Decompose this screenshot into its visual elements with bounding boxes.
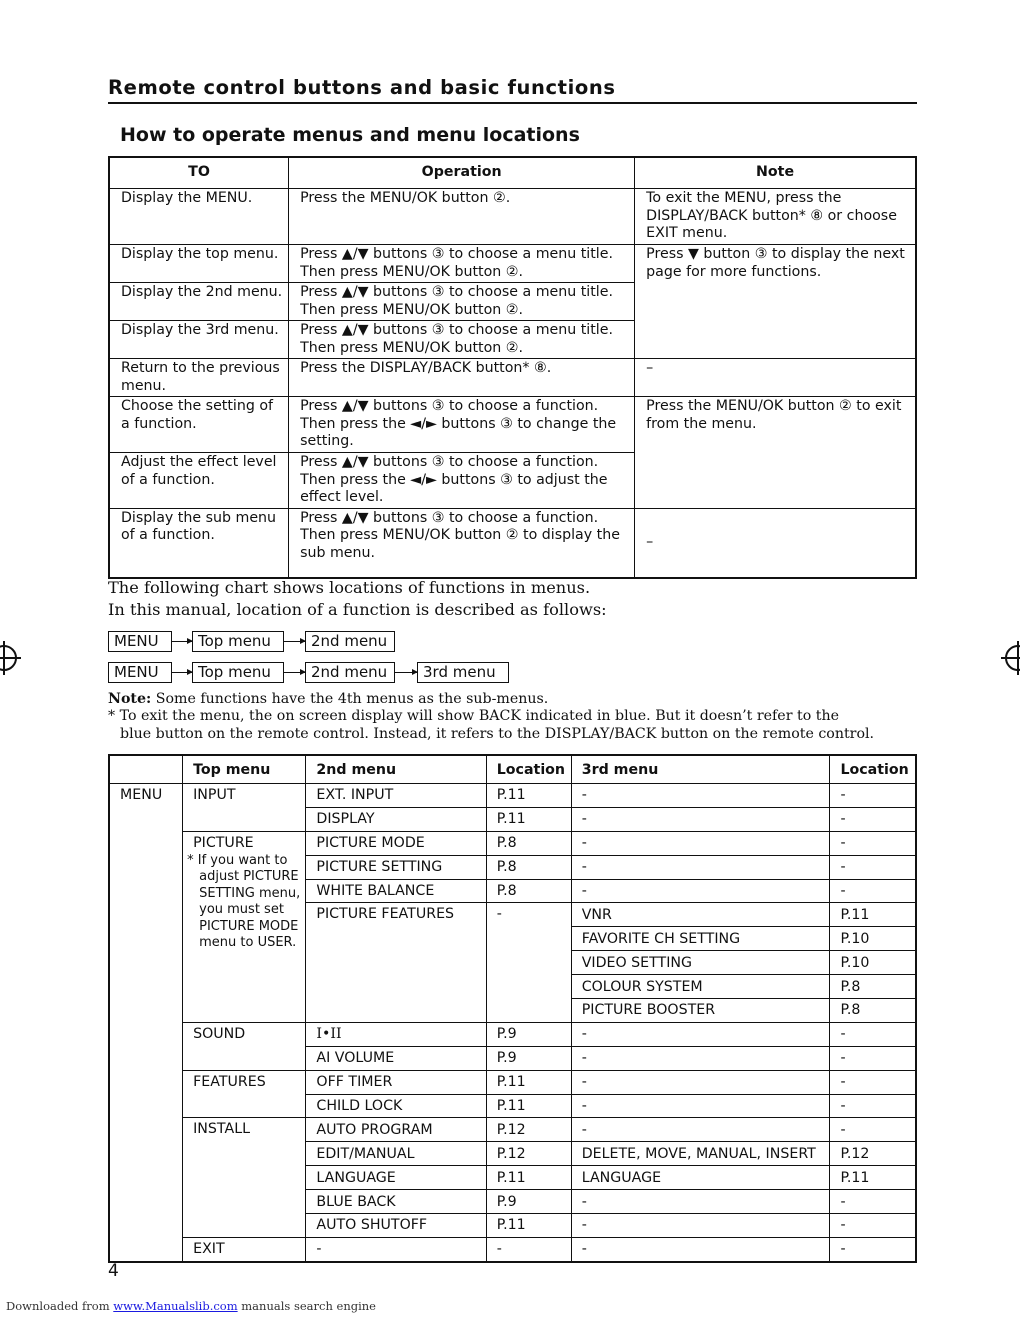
path-box-3rd-menu: 3rd menu <box>417 662 509 683</box>
third-menu-cell: VIDEO SETTING <box>571 951 830 975</box>
location-cell: - <box>830 1237 916 1261</box>
location-cell: P.12 <box>486 1142 571 1166</box>
location-cell: P.12 <box>486 1118 571 1142</box>
asterisk-note-1: * To exit the menu, the on screen display will show BACK indicated in blue. But it doesn’t refer to the <box>108 708 839 724</box>
note-cell: Press ▼ button ③ to display the next page for more functions. <box>635 245 916 359</box>
note-cell: – <box>635 359 916 397</box>
table-row <box>109 831 916 855</box>
location-cell: P.10 <box>830 927 916 951</box>
title-rule <box>108 102 917 104</box>
location-cell: - <box>830 1070 916 1094</box>
operation-cell: Press ▲/▼ buttons ③ to choose a menu title. Then press MENU/OK button ②. <box>289 283 635 321</box>
third-menu-cell: PICTURE BOOSTER <box>571 999 830 1023</box>
picture-note-line-1: * If you want to <box>187 852 288 868</box>
operation-cell: Press ▲/▼ buttons ③ to choose a menu title. Then press MENU/OK button ②. <box>289 245 635 283</box>
to-cell: Display the 3rd menu. <box>109 321 289 359</box>
column-header: TO <box>109 157 289 189</box>
location-cell: - <box>830 1190 916 1214</box>
location-cell: P.11 <box>486 1214 571 1238</box>
second-menu-cell: I•II <box>306 1022 486 1046</box>
location-cell: P.9 <box>486 1190 571 1214</box>
column-header: 3rd menu <box>571 755 830 784</box>
location-cell: P.8 <box>486 831 571 855</box>
path-box-menu: MENU <box>108 631 172 652</box>
third-menu-cell: - <box>571 879 830 903</box>
path-box-menu: MENU <box>108 662 172 683</box>
arrow-right-icon <box>171 641 192 642</box>
second-menu-cell: AUTO SHUTOFF <box>306 1214 486 1238</box>
third-menu-cell: VNR <box>571 903 830 927</box>
operations-table <box>108 156 917 579</box>
location-cell: - <box>830 855 916 879</box>
second-menu-cell: BLUE BACK <box>306 1190 486 1214</box>
location-cell: P.11 <box>486 1094 571 1118</box>
to-cell: Adjust the effect level of a function. <box>109 453 289 509</box>
column-header: Location <box>830 755 916 784</box>
third-menu-cell: - <box>571 1070 830 1094</box>
path-box-top-menu: Top menu <box>192 631 284 652</box>
location-cell: P.11 <box>830 903 916 927</box>
top-menu-picture <box>183 831 306 1022</box>
note-cell: To exit the MENU, press the DISPLAY/BACK button* ⑧ or choose EXIT menu. <box>635 189 916 245</box>
table-row <box>109 189 916 245</box>
second-menu-cell: - <box>306 1237 486 1261</box>
intro-line-2: In this manual, location of a function is described as follows: <box>108 600 607 619</box>
location-cell: - <box>830 1118 916 1142</box>
location-cell: - <box>830 807 916 831</box>
location-cell: - <box>830 784 916 808</box>
root-menu-cell: MENU <box>109 784 183 1262</box>
path-box-2nd-menu: 2nd menu <box>305 662 395 683</box>
subsection-title: How to operate menus and menu locations <box>120 124 580 146</box>
second-menu-cell: EXT. INPUT <box>306 784 486 808</box>
column-header: 2nd menu <box>306 755 486 784</box>
table-row <box>109 1070 916 1094</box>
second-menu-cell: PICTURE SETTING <box>306 855 486 879</box>
location-cell: P.8 <box>830 999 916 1023</box>
to-cell: Display the 2nd menu. <box>109 283 289 321</box>
footer <box>6 1299 376 1313</box>
third-menu-cell: - <box>571 807 830 831</box>
location-cell: P.11 <box>486 1070 571 1094</box>
operation-cell: Press ▲/▼ buttons ③ to choose a menu title. Then press MENU/OK button ②. <box>289 321 635 359</box>
operation-cell: Press the DISPLAY/BACK button* ⑧. <box>289 359 635 397</box>
to-cell: Return to the previous menu. <box>109 359 289 397</box>
location-cell: P.12 <box>830 1142 916 1166</box>
asterisk-note-2: blue button on the remote control. Instead, it refers to the DISPLAY/BACK button on the remote control. <box>120 726 875 742</box>
manualslib-link[interactable]: www.Manualslib.com <box>113 1299 238 1313</box>
path-box-top-menu: Top menu <box>192 662 284 683</box>
operation-cell: Press the MENU/OK button ②. <box>289 189 635 245</box>
menu-path-example-1 <box>108 631 408 652</box>
location-cell: - <box>830 1214 916 1238</box>
second-menu-cell: OFF TIMER <box>306 1070 486 1094</box>
operation-cell: Press ▲/▼ buttons ③ to choose a function. Then press the ◄/► buttons ③ to adjust the effect level. <box>289 453 635 509</box>
location-cell: P.8 <box>830 975 916 999</box>
third-menu-cell: - <box>571 1118 830 1142</box>
top-menu-sound: SOUND <box>183 1022 306 1070</box>
to-cell: Display the sub menu of a function. <box>109 508 289 578</box>
top-menu-install: INSTALL <box>183 1118 306 1237</box>
second-menu-cell: PICTURE FEATURES <box>306 903 486 1022</box>
operation-cell: Press ▲/▼ buttons ③ to choose a function. Then press MENU/OK button ② to display the sub menu. <box>289 508 635 578</box>
top-menu-features: FEATURES <box>183 1070 306 1118</box>
third-menu-cell: - <box>571 1190 830 1214</box>
table-header-row <box>109 157 916 189</box>
arrow-right-icon <box>171 672 192 673</box>
location-cell: P.9 <box>486 1046 571 1070</box>
menu-path-example-2 <box>108 662 518 683</box>
third-menu-cell: - <box>571 855 830 879</box>
intro-line-1: The following chart shows locations of functions in menus. <box>108 578 591 597</box>
column-header: Location <box>486 755 571 784</box>
location-cell: P.11 <box>830 1166 916 1190</box>
operation-cell: Press ▲/▼ buttons ③ to choose a function. Then press the ◄/► buttons ③ to change the setting. <box>289 397 635 453</box>
column-header: Top menu <box>183 755 306 784</box>
table-row <box>109 359 916 397</box>
table-row <box>109 784 916 808</box>
top-menu-picture-label: PICTURE <box>193 834 254 851</box>
table-row <box>109 1118 916 1142</box>
registration-mark-right <box>1005 645 1020 671</box>
page-number: 4 <box>108 1261 119 1281</box>
table-header-row <box>109 755 916 784</box>
third-menu-cell: - <box>571 1214 830 1238</box>
location-cell: - <box>486 1237 571 1261</box>
second-menu-cell: EDIT/MANUAL <box>306 1142 486 1166</box>
menu-location-table <box>108 754 917 1263</box>
third-menu-cell: DELETE, MOVE, MANUAL, INSERT <box>571 1142 830 1166</box>
column-header: Operation <box>289 157 635 189</box>
location-cell: P.11 <box>486 784 571 808</box>
top-menu-exit: EXIT <box>183 1237 306 1261</box>
second-menu-cell: PICTURE MODE <box>306 831 486 855</box>
location-cell: - <box>486 903 571 1022</box>
note-line <box>108 691 548 708</box>
picture-note: adjust PICTURE SETTING menu, you must set PICTURE MODE menu to USER. <box>199 869 301 951</box>
location-cell: P.11 <box>486 807 571 831</box>
table-row <box>109 1237 916 1261</box>
to-cell: Display the MENU. <box>109 189 289 245</box>
to-cell: Choose the setting of a function. <box>109 397 289 453</box>
second-menu-cell: LANGUAGE <box>306 1166 486 1190</box>
location-cell: P.8 <box>486 855 571 879</box>
third-menu-cell: LANGUAGE <box>571 1166 830 1190</box>
section-title: Remote control buttons and basic functions <box>108 76 616 99</box>
location-cell: P.10 <box>830 951 916 975</box>
second-menu-cell: WHITE BALANCE <box>306 879 486 903</box>
second-menu-cell: CHILD LOCK <box>306 1094 486 1118</box>
second-menu-cell: AI VOLUME <box>306 1046 486 1070</box>
footer-prefix: Downloaded from <box>6 1299 110 1313</box>
location-cell: P.11 <box>486 1166 571 1190</box>
registration-mark-left <box>0 645 17 671</box>
table-row <box>109 397 916 453</box>
column-header: Note <box>635 157 916 189</box>
location-cell: - <box>830 831 916 855</box>
top-menu-input: INPUT <box>183 784 306 832</box>
third-menu-cell: - <box>571 784 830 808</box>
location-cell: P.9 <box>486 1022 571 1046</box>
note-cell: – <box>635 508 916 578</box>
location-cell: - <box>830 879 916 903</box>
path-box-2nd-menu: 2nd menu <box>305 631 395 652</box>
third-menu-cell: - <box>571 1237 830 1261</box>
footer-suffix: manuals search engine <box>241 1299 376 1313</box>
arrow-right-icon <box>283 672 305 673</box>
location-cell: - <box>830 1046 916 1070</box>
note-label: Note: <box>108 691 152 707</box>
location-cell: P.8 <box>486 879 571 903</box>
to-cell: Display the top menu. <box>109 245 289 283</box>
table-row <box>109 245 916 283</box>
column-header <box>109 755 183 784</box>
arrow-right-icon <box>394 672 417 673</box>
third-menu-cell: - <box>571 1094 830 1118</box>
second-menu-cell: AUTO PROGRAM <box>306 1118 486 1142</box>
table-row <box>109 508 916 578</box>
third-menu-cell: COLOUR SYSTEM <box>571 975 830 999</box>
table-row <box>109 1022 916 1046</box>
third-menu-cell: - <box>571 1046 830 1070</box>
note-cell: Press the MENU/OK button ② to exit from the menu. <box>635 397 916 509</box>
location-cell: - <box>830 1094 916 1118</box>
arrow-right-icon <box>283 641 305 642</box>
location-cell: - <box>830 1022 916 1046</box>
third-menu-cell: - <box>571 831 830 855</box>
note-text: Some functions have the 4th menus as the sub-menus. <box>155 691 549 707</box>
third-menu-cell: - <box>571 1022 830 1046</box>
second-menu-cell: DISPLAY <box>306 807 486 831</box>
third-menu-cell: FAVORITE CH SETTING <box>571 927 830 951</box>
